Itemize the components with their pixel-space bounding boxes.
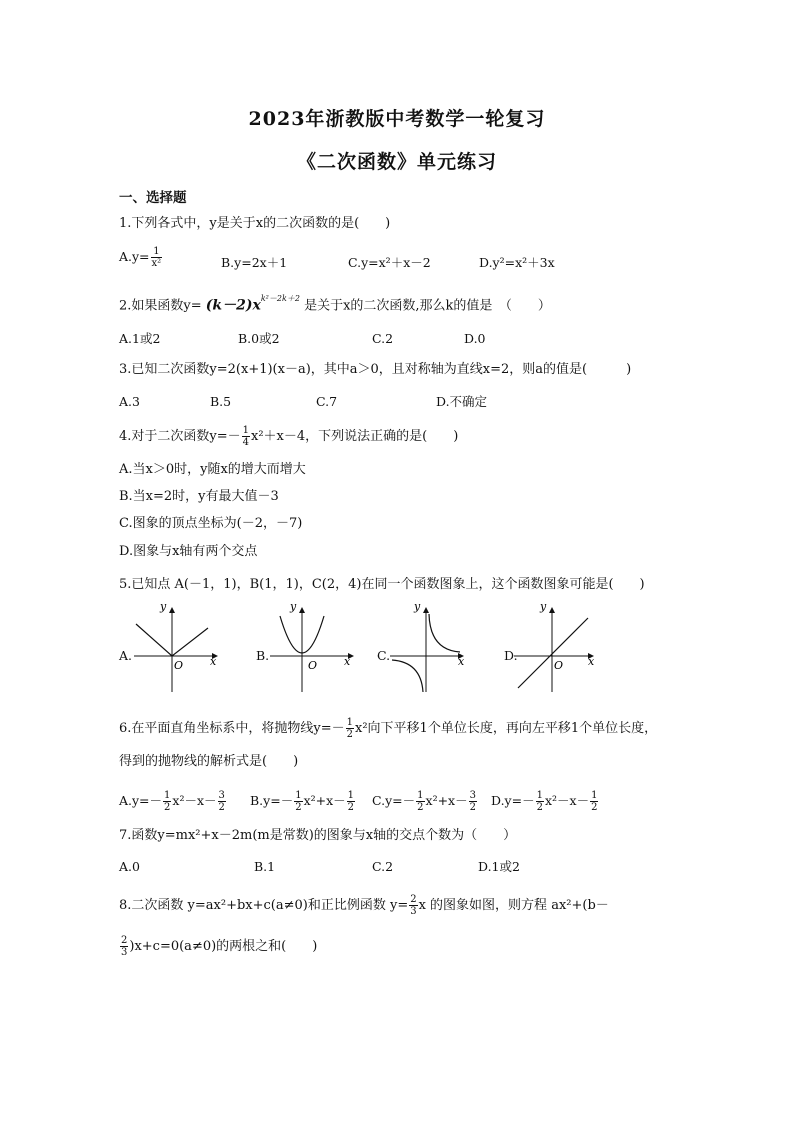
q5-label-b: B. (256, 648, 270, 663)
section-heading: 一、选择题 (119, 190, 187, 206)
q5-label-c: C. (377, 648, 391, 663)
q5-graph-d (512, 602, 600, 694)
q5-graph-a (130, 602, 222, 694)
q2-option-d: D.0 (464, 331, 486, 346)
q1-option-b: B.y=2x＋1 (221, 255, 288, 270)
question-8-line-1: 8.二次函数 y=ax²+bx+c(a≠0)和正比例函数 y= $\frac{2}{3}$ x 的图象如图，则方程 ax²+(b－ (119, 894, 609, 917)
svg-text:x: x (588, 655, 595, 668)
svg-text:y: y (414, 602, 421, 613)
svg-text:y: y (160, 602, 167, 613)
q7-option-d: D.1或2 (478, 859, 520, 874)
question-5-stem: 5.已知点 A(－1，1)，B(1，1)，C(2，4)在同一个函数图象上，这个函数图象可能是( ) (119, 577, 645, 592)
svg-text:O: O (308, 659, 318, 672)
svg-text:y: y (290, 602, 297, 613)
q2-option-a: A.1或2 (119, 331, 161, 346)
question-2-stem: 2.如果函数$y= (k-2)x^{k^2-2k+2}$ 是关于x的二次函数,那么k的值是 （ ） (119, 294, 551, 314)
svg-text:x: x (210, 655, 217, 668)
question-8-line-2: $\frac{2}{3}$ )x+c=0(a≠0)的两根之和( ) (121, 935, 318, 958)
q1-option-a: A.y= $\frac{1}{\text{x²}}$ (119, 246, 162, 269)
q1-option-d: D.y²=x²＋3x (479, 255, 555, 270)
q7-option-b: B.1 (254, 859, 276, 874)
q6-option-b: B.y=－ $\frac{1}{2}$ x²+x－ $\frac{1}{2}$ (250, 790, 355, 813)
q5-graph-b (266, 602, 358, 694)
svg-text:x: x (458, 655, 465, 668)
q3-option-d: D.不确定 (436, 394, 488, 409)
question-7-stem: 7.函数y=mx²+x－2m(m是常数)的图象与x轴的交点个数为（ ） (119, 828, 517, 843)
question-6-line-1: 6.在平面直角坐标系中，将抛物线y=－ $\frac{1}{2}$ x²向下平移1个单位长度，再向左平移1个单位长度， (119, 717, 658, 740)
page-title: 2023年浙教版中考数学一轮复习 (248, 108, 546, 130)
svg-text:O: O (174, 659, 184, 672)
q2-option-c: C.2 (372, 331, 394, 346)
q5-label-d: D. (504, 648, 518, 663)
q4-option-a: A.当x＞0时，y随x的增大而增大 (119, 462, 306, 477)
question-6-line-2: 得到的抛物线的解析式是( ) (119, 754, 299, 769)
q6-option-a: A.y=－ $\frac{1}{2}$ x²－x－ $\frac{3}{2}$ (119, 790, 225, 813)
q4-option-c: C.图象的顶点坐标为(－2，－7) (119, 516, 303, 531)
q1-option-c: C.y=x²＋x－2 (348, 255, 431, 270)
question-3-stem: 3.已知二次函数y=2(x+1)(x－a)，其中a＞0，且对称轴为直线x=2，则a的值是( ) (119, 362, 632, 377)
page-subtitle: 《二次函数》单元练习 (296, 151, 497, 173)
q3-option-a: A.3 (119, 394, 140, 409)
q5-graph-c (388, 602, 470, 694)
q3-option-c: C.7 (316, 394, 338, 409)
question-4-stem: 4.对于二次函数y=－ $\frac{1}{4}$ x²＋x－4，下列说法正确的是( ) (119, 425, 459, 448)
q4-option-d: D.图象与x轴有两个交点 (119, 544, 258, 559)
q7-option-c: C.2 (372, 859, 394, 874)
q7-option-a: A.0 (119, 859, 140, 874)
q2-option-b: B.0或2 (238, 331, 280, 346)
q5-label-a: A. (119, 648, 133, 663)
question-1-stem: 1.下列各式中，y是关于x的二次函数的是( ) (119, 216, 391, 231)
q6-option-c: C.y=－ $\frac{1}{2}$ x²+x－ $\frac{3}{2}$ (372, 790, 476, 813)
q4-option-b: B.当x=2时，y有最大值－3 (119, 489, 279, 504)
svg-text:y: y (540, 602, 547, 613)
svg-text:O: O (554, 659, 564, 672)
svg-text:x: x (344, 655, 351, 668)
q6-option-d: D.y=－ $\frac{1}{2}$ x²－x－ $\frac{1}{2}$ (491, 790, 598, 813)
q3-option-b: B.5 (210, 394, 232, 409)
